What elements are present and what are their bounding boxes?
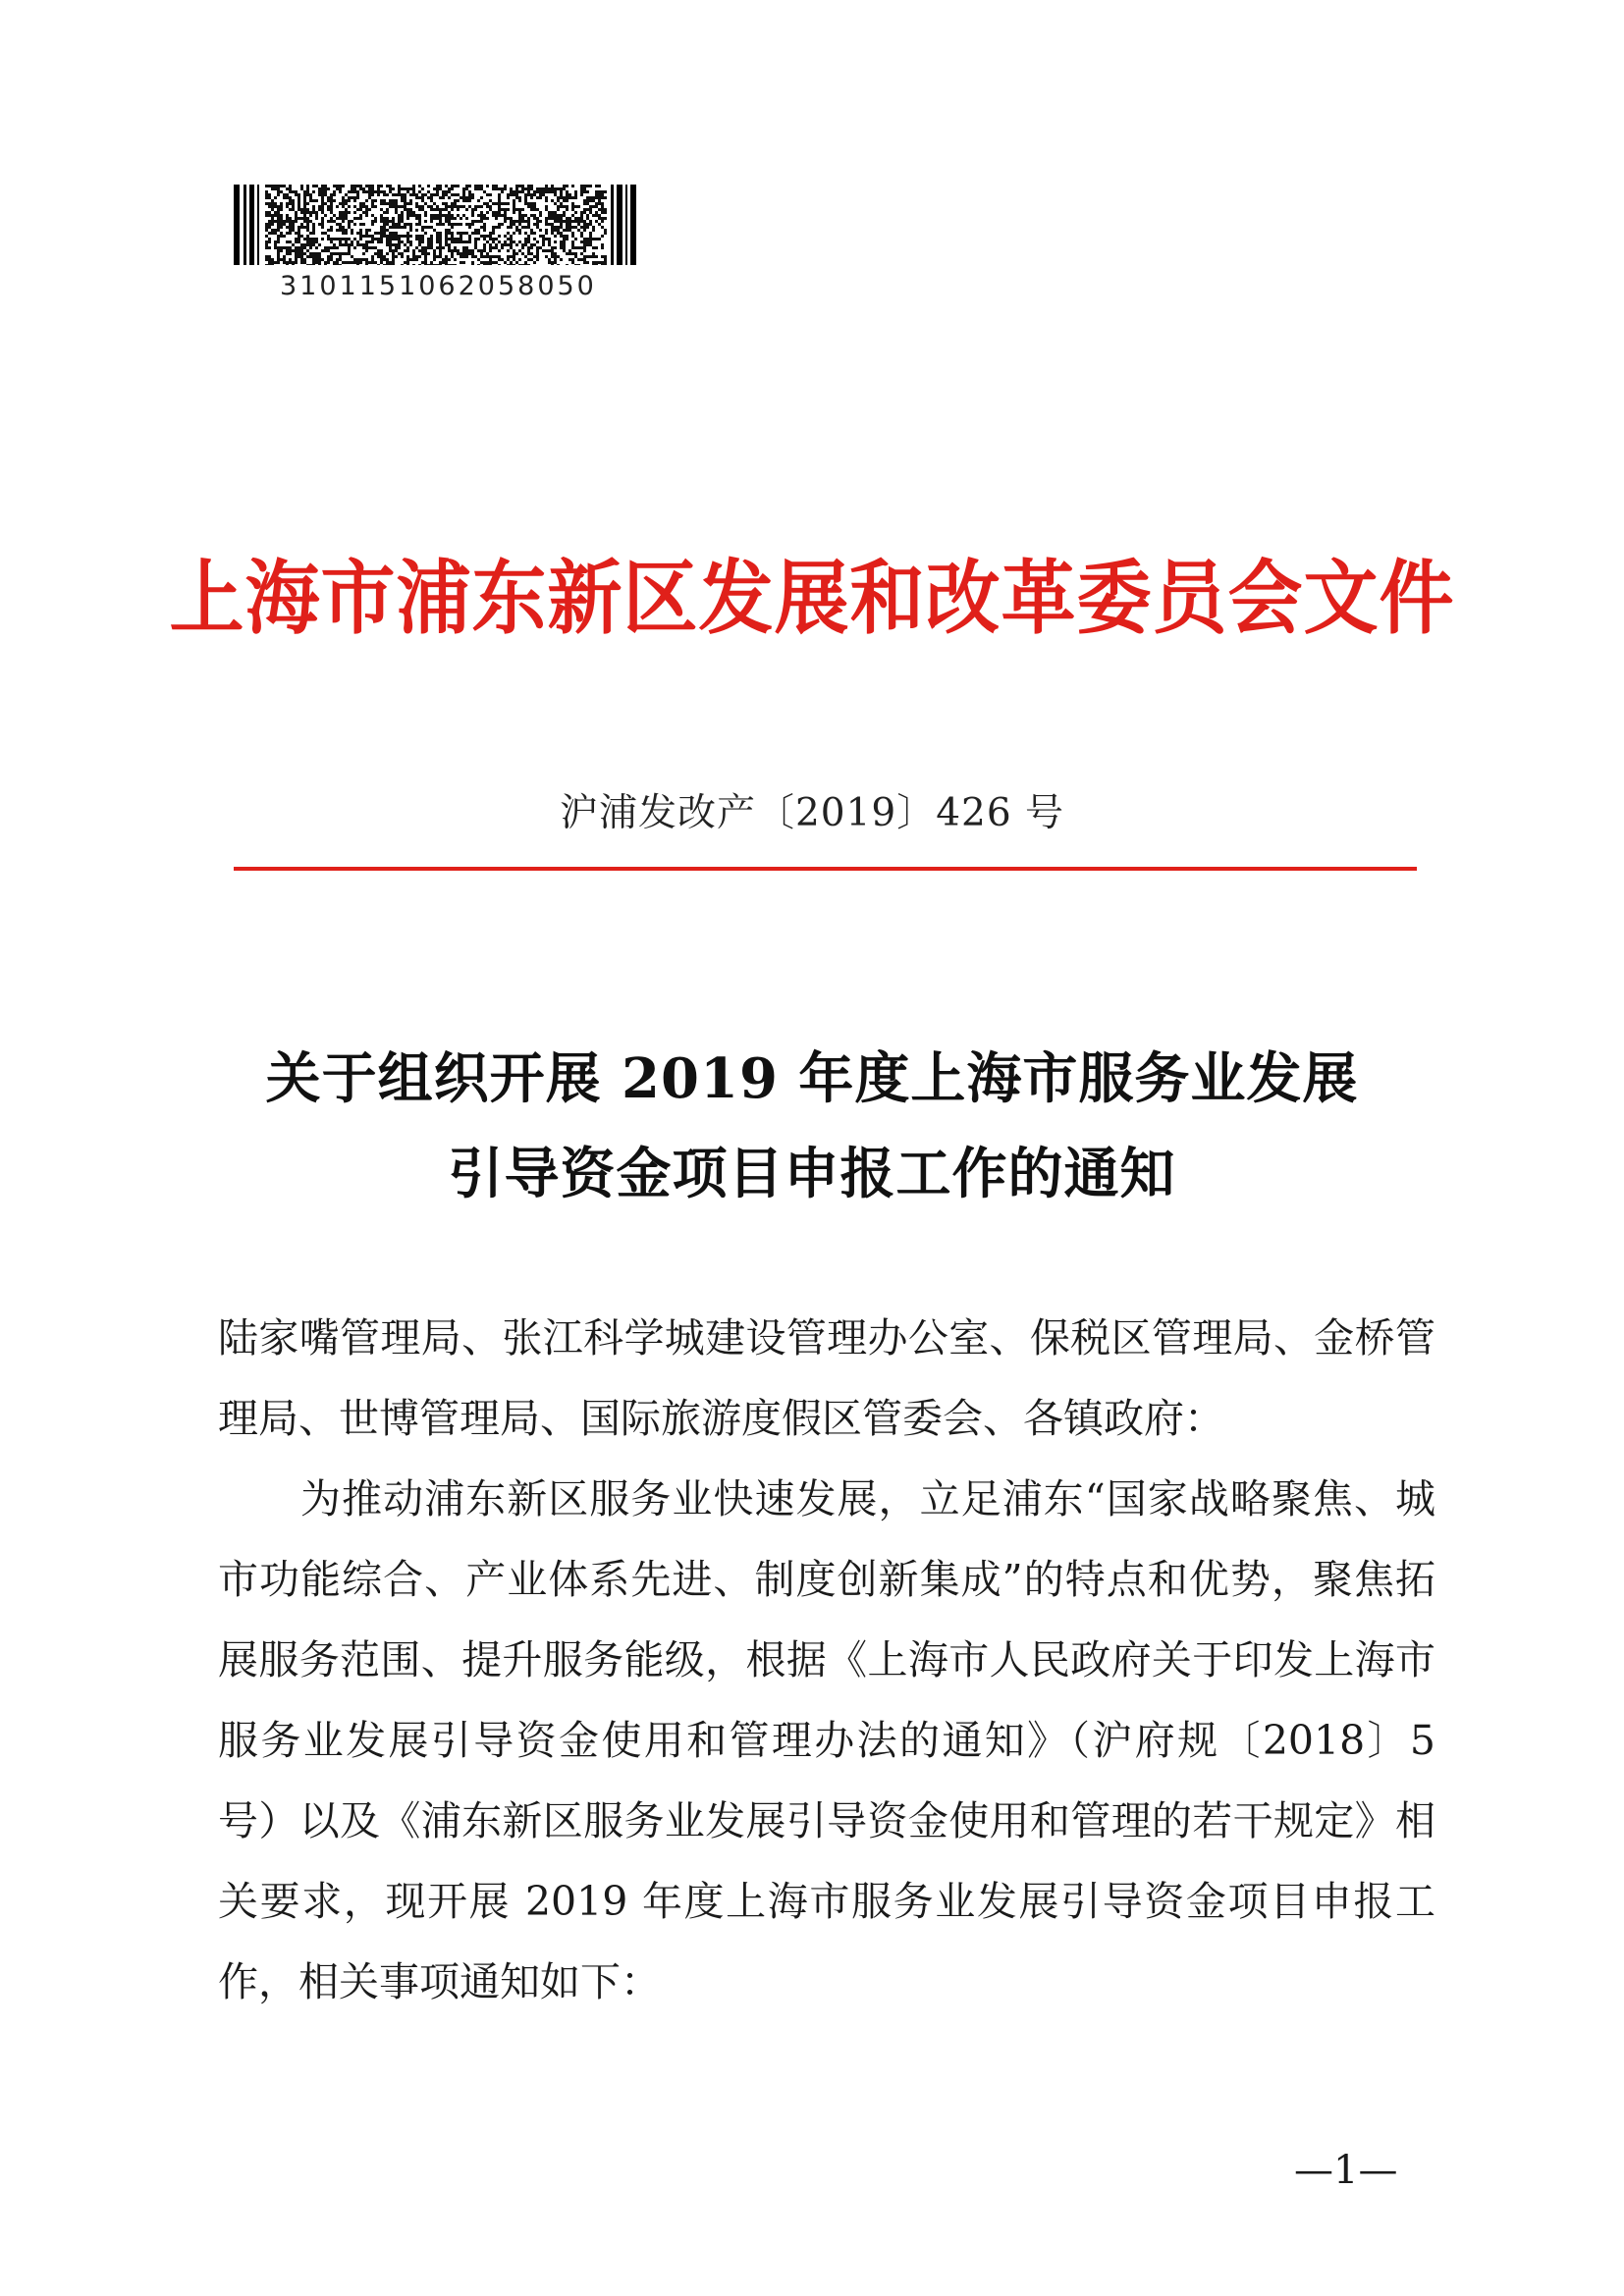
red-divider-line [234, 867, 1417, 871]
notice-title-line-2: 引导资金项目申报工作的通知 [448, 1142, 1176, 1206]
barcode-image [234, 185, 638, 265]
notice-title-line-1: 关于组织开展 2019 年度上海市服务业发展 [265, 1046, 1359, 1111]
notice-body [218, 1298, 1435, 2022]
barcode-number: 3101151062058050 [280, 271, 597, 301]
issuer-title: 上海市浦东新区发展和改革委员会文件 [169, 550, 1455, 646]
body-paragraph-1: 为推动浦东新区服务业快速发展，立足浦东“国家战略聚焦、城市功能综合、产业体系先进、制度创新集成”的特点和优势，聚焦拓展服务范围、提升服务能级，根据《上海市人民政府关于印发上海市服务业发展引导资金使用和管理办法的通知》（沪府规〔2018〕5 号）以及《浦东新区服务业发展引导资金使用和管理的若干规定》相关要求，现开展 2019 年度上海市服务业发展引导资金项目申报工作，相关事项通知如下： [218, 1475, 1435, 2005]
page-number: —1— [1294, 2148, 1398, 2193]
document-number: 沪浦发改产〔2019〕426 号 [559, 791, 1065, 835]
recipients-paragraph: 陆家嘴管理局、张江科学城建设管理办公室、保税区管理局、金桥管理局、世博管理局、国际旅游度假区管委会、各镇政府： [218, 1314, 1435, 1442]
